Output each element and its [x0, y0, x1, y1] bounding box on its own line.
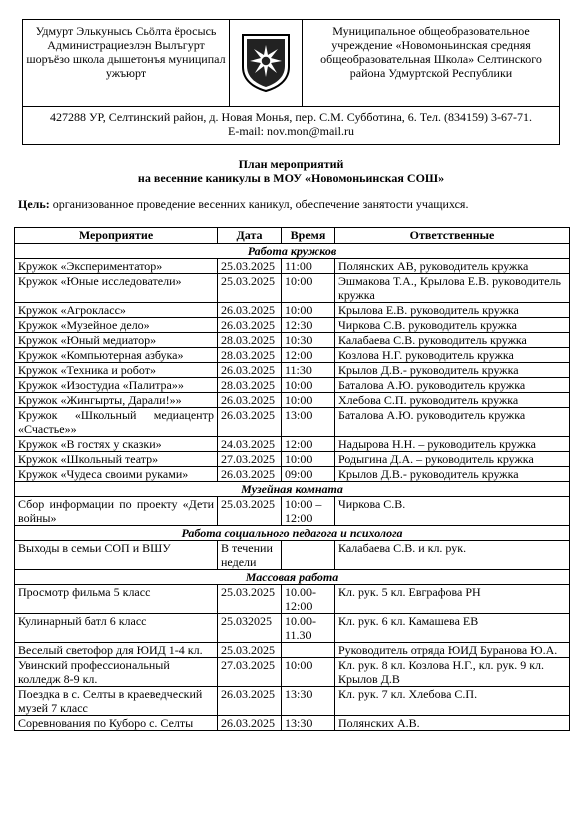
table-row [15, 497, 570, 526]
date-cell: 26.03.2025 [218, 363, 282, 378]
date-cell: 26.03.2025 [218, 687, 282, 716]
address-cell [23, 107, 560, 145]
table-row [15, 687, 570, 716]
section-title: Музейная комната [15, 482, 570, 497]
section-title: Работа социального педагога и психолога [15, 526, 570, 541]
table-row [15, 408, 570, 437]
col-header-responsible: Ответственные [335, 228, 570, 244]
event-cell: Веселый светофор для ЮИД 1-4 кл. [15, 643, 218, 658]
section-row [15, 244, 570, 259]
date-cell: 25.03.2025 [218, 585, 282, 614]
time-cell: 10:00 – 12:00 [282, 497, 335, 526]
time-cell: 13:30 [282, 687, 335, 716]
table-row [15, 378, 570, 393]
date-cell: 27.03.2025 [218, 452, 282, 467]
date-cell: 25.03.2025 [218, 259, 282, 274]
time-cell: 10:00 [282, 274, 335, 303]
table-row [15, 363, 570, 378]
responsible-cell: Эшмакова Т.А., Крылова Е.В. руководитель кружка [335, 274, 570, 303]
event-cell: Кружок «Юные исследователи» [15, 274, 218, 303]
event-cell: Поездка в с. Селты в краеведческий музей 7 класс [15, 687, 218, 716]
col-header-date: Дата [218, 228, 282, 244]
section-title: Работа кружков [15, 244, 570, 259]
plan-title [0, 157, 582, 185]
responsible-cell: Хлебова С.П. руководитель кружка [335, 393, 570, 408]
responsible-cell: Полянских А.В. [335, 716, 570, 731]
responsible-cell: Баталова А.Ю. руководитель кружка [335, 408, 570, 437]
section-row [15, 482, 570, 497]
responsible-cell: Козлова Н.Г. руководитель кружка [335, 348, 570, 363]
date-cell: 26.03.2025 [218, 467, 282, 482]
col-header-time: Время [282, 228, 335, 244]
event-cell: Кружок «Чудеса своими руками» [15, 467, 218, 482]
date-cell: 25.032025 [218, 614, 282, 643]
time-cell: 10:00 [282, 303, 335, 318]
table-row [15, 303, 570, 318]
table-row [15, 274, 570, 303]
events-table-body [15, 244, 570, 731]
responsible-cell: Полянских АВ, руководитель кружка [335, 259, 570, 274]
letterhead-russian-text: Муниципальное общеобразовательное учреждение «Новомоньинская средняя общеобразовательная Школа» Селтинского района Удмуртской Республики [303, 20, 560, 107]
date-cell: 28.03.2025 [218, 333, 282, 348]
date-cell: 25.03.2025 [218, 643, 282, 658]
responsible-cell: Кл. рук. 6 кл. Камашева ЕВ [335, 614, 570, 643]
event-cell: Кружок «Изостудиа «Палитра»» [15, 378, 218, 393]
time-cell: 12:00 [282, 348, 335, 363]
event-cell: Сбор информации по проекту «Дети войны» [15, 497, 218, 526]
table-row [15, 585, 570, 614]
date-cell: 28.03.2025 [218, 378, 282, 393]
section-row [15, 570, 570, 585]
event-cell: Кружок «Экспериментатор» [15, 259, 218, 274]
table-row [15, 437, 570, 452]
table-row [15, 467, 570, 482]
date-cell: 26.03.2025 [218, 393, 282, 408]
time-cell: 09:00 [282, 467, 335, 482]
time-cell: 13:00 [282, 408, 335, 437]
responsible-cell: Кл. рук. 8 кл. Козлова Н.Г., кл. рук. 9 кл. Крылов Д.В [335, 658, 570, 687]
responsible-cell: Крылов Д.В.- руководитель кружка [335, 363, 570, 378]
table-row [15, 259, 570, 274]
event-cell: Увинский профессиональный колледж 8-9 кл. [15, 658, 218, 687]
events-header-row [15, 228, 570, 244]
time-cell [282, 643, 335, 658]
table-row [15, 614, 570, 643]
responsible-cell: Крылова Е.В. руководитель кружка [335, 303, 570, 318]
time-cell: 13:30 [282, 716, 335, 731]
time-cell: 10.00-11.30 [282, 614, 335, 643]
date-cell: 26.03.2025 [218, 318, 282, 333]
time-cell: 10:00 [282, 452, 335, 467]
udmurtia-emblem-icon [238, 31, 294, 93]
table-row [15, 333, 570, 348]
time-cell: 10:00 [282, 393, 335, 408]
responsible-cell: Руководитель отряда ЮИД Буранова Ю.А. [335, 643, 570, 658]
date-cell: 28.03.2025 [218, 348, 282, 363]
responsible-cell: Надырова Н.Н. – руководитель кружка [335, 437, 570, 452]
goal-text: организованное проведение весенних каникул, обеспечение занятости учащихся. [49, 197, 469, 211]
responsible-cell: Кл. рук. 5 кл. Евграфова РН [335, 585, 570, 614]
event-cell: Кружок «Компьютерная азбука» [15, 348, 218, 363]
date-cell: 24.03.2025 [218, 437, 282, 452]
date-cell: 26.03.2025 [218, 408, 282, 437]
event-cell: Кружок «Школьный медиацентр «Счастье»» [15, 408, 218, 437]
time-cell: 10:30 [282, 333, 335, 348]
date-cell: 25.03.2025 [218, 497, 282, 526]
letterhead-udmurt-text: Удмурт Элькунысь Сьöлта ёросысь Администрациезлэн Вылъгурт шоръёзо школа дышетонъя муниципал ужъюрт [23, 20, 230, 107]
time-cell: 10.00-12:00 [282, 585, 335, 614]
table-row [15, 541, 570, 570]
date-cell: 25.03.2025 [218, 274, 282, 303]
time-cell [282, 541, 335, 570]
event-cell: Кружок «Школьный театр» [15, 452, 218, 467]
event-cell: Кружок «В гостях у сказки» [15, 437, 218, 452]
section-row [15, 526, 570, 541]
event-cell: Кружок «Юный медиатор» [15, 333, 218, 348]
date-cell: 26.03.2025 [218, 716, 282, 731]
title-line-1: План мероприятий [238, 157, 344, 171]
events-table [14, 227, 570, 731]
date-cell: 27.03.2025 [218, 658, 282, 687]
responsible-cell: Чиркова С.В. [335, 497, 570, 526]
emblem-cell [230, 20, 303, 107]
table-row [15, 452, 570, 467]
section-title: Массовая работа [15, 570, 570, 585]
event-cell: Выходы в семьи СОП и ВШУ [15, 541, 218, 570]
time-cell: 12:30 [282, 318, 335, 333]
table-row [15, 348, 570, 363]
event-cell: Кружок «Жингырты, Дарали!»» [15, 393, 218, 408]
letterhead [22, 19, 560, 145]
goal-label: Цель: [18, 197, 50, 211]
email-line: E-mail: nov.mon@mail.ru [228, 124, 354, 138]
responsible-cell: Родыгина Д.А. – руководитель кружка [335, 452, 570, 467]
event-cell: Кулинарный батл 6 класс [15, 614, 218, 643]
time-cell: 11:00 [282, 259, 335, 274]
event-cell: Кружок «Техника и робот» [15, 363, 218, 378]
table-row [15, 318, 570, 333]
responsible-cell: Калабаева С.В. и кл. рук. [335, 541, 570, 570]
table-row [15, 716, 570, 731]
event-cell: Просмотр фильма 5 класс [15, 585, 218, 614]
time-cell: 10:00 [282, 378, 335, 393]
table-row [15, 658, 570, 687]
responsible-cell: Чиркова С.В. руководитель кружка [335, 318, 570, 333]
event-cell: Кружок «Музейное дело» [15, 318, 218, 333]
table-row [15, 643, 570, 658]
date-cell: 26.03.2025 [218, 303, 282, 318]
responsible-cell: Калабаева С.В. руководитель кружка [335, 333, 570, 348]
responsible-cell: Баталова А.Ю. руководитель кружка [335, 378, 570, 393]
time-cell: 10:00 [282, 658, 335, 687]
responsible-cell: Кл. рук. 7 кл. Хлебова С.П. [335, 687, 570, 716]
table-row [15, 393, 570, 408]
time-cell: 11:30 [282, 363, 335, 378]
event-cell: Кружок «Агрокласс» [15, 303, 218, 318]
responsible-cell: Крылов Д.В.- руководитель кружка [335, 467, 570, 482]
date-cell: В течении недели [218, 541, 282, 570]
goal-paragraph [18, 197, 568, 211]
address-line: 427288 УР, Селтинский район, д. Новая Монья, пер. С.М. Субботина, 6. Тел. (834159) 3-67-71. [50, 110, 532, 124]
col-header-event: Мероприятие [15, 228, 218, 244]
event-cell: Соревнования по Куборо с. Селты [15, 716, 218, 731]
title-line-2: на весенние каникулы в МОУ «Новомоньинская СОШ» [137, 171, 445, 185]
time-cell: 12:00 [282, 437, 335, 452]
